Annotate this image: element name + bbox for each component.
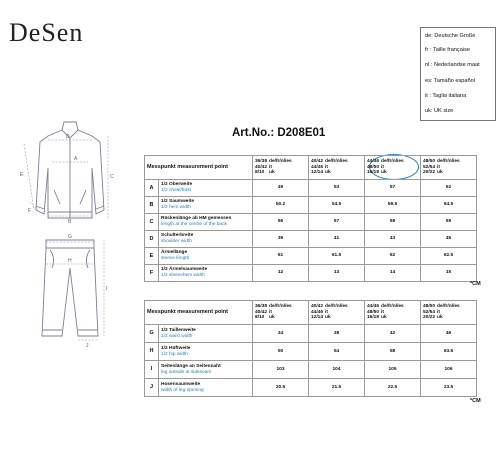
table-row: B 1/2 Saumweite 1/2 hem width 50.2 54.5 59.5 64.5 bbox=[145, 197, 477, 214]
fig-label-a: A bbox=[74, 156, 78, 162]
fig-label-e: E bbox=[20, 172, 24, 178]
fig-label-b: B bbox=[68, 219, 72, 225]
legend-item-fr: fr : Taille française bbox=[425, 47, 470, 53]
table-row: E Ärmellänge sleeve length 61 61.5 62 62.5 bbox=[145, 248, 477, 265]
legend-item-it: it : Taglia italiana bbox=[425, 93, 467, 99]
fig-label-i: I bbox=[106, 286, 108, 292]
unit-note-top: *CM bbox=[470, 281, 481, 287]
header-label: Messpunkt measurement point bbox=[145, 156, 253, 180]
fig-label-g: G bbox=[68, 234, 72, 240]
table-row: C Rückenlänge ab HM gemessen length at the centre of the back 66 67 68 69 bbox=[145, 214, 477, 231]
header-row bbox=[145, 156, 477, 180]
header-row bbox=[145, 301, 477, 325]
unit-note-bottom: *CM bbox=[470, 398, 481, 404]
table-row: I Seitenlänge an Seitennaht leg outside at sideseam 103 104 105 106 bbox=[145, 361, 477, 379]
fig-label-c: C bbox=[110, 174, 114, 180]
brand-logo: DeSen bbox=[9, 18, 84, 47]
table-row: F 1/2 Ärmelsaumweite 1/2 sleevehem width 12 13 14 15 bbox=[145, 265, 477, 282]
legend-item-de: de: Deutsche Große bbox=[425, 33, 476, 39]
article-number: Art.No.: D208E01 bbox=[232, 127, 326, 139]
legend-item-es: es: Tamaño español bbox=[425, 78, 475, 84]
table-row: H 1/2 Hüftweite 1/2 hip width 50 54 58 63.5 bbox=[145, 343, 477, 361]
garment-sketch bbox=[0, 118, 140, 438]
fig-label-d: D bbox=[66, 134, 70, 140]
size-col-2: 40/42 44/46 12/14de/fr/nl/es it uk bbox=[309, 156, 365, 180]
bottom-size-table bbox=[144, 300, 477, 397]
size-col-3: 44/46 48/50 16/18de/fr/nl/es it uk bbox=[365, 301, 421, 325]
table-row: J Hosensaumweite width of leg opening 20.5 21.5 22.5 23.5 bbox=[145, 379, 477, 397]
size-col-3: 44/46 48/50 16/18de/fr/nl/es it uk bbox=[365, 156, 421, 180]
size-col-2: 40/42 44/46 12/14de/fr/nl/es it uk bbox=[309, 301, 365, 325]
size-col-1: 36/38 40/42 8/10de/fr/nl/es it uk bbox=[253, 156, 309, 180]
size-legend-box bbox=[420, 27, 496, 121]
fig-label-j: J bbox=[86, 343, 89, 349]
size-col-1: 36/38 40/42 8/10de/fr/nl/es it uk bbox=[253, 301, 309, 325]
legend-item-uk: uk: UK size bbox=[425, 108, 454, 114]
table-row: G 1/2 Taillenweite 1/2 waist width 34 38 42 46 bbox=[145, 325, 477, 343]
top-size-table bbox=[144, 155, 477, 282]
legend-item-nl: nl : Nederlandse maat bbox=[425, 62, 480, 68]
fig-label-h: H bbox=[68, 258, 72, 264]
table-row: A 1/2 Oberweite 1/2 chest/bust 49 53 57 62 bbox=[145, 180, 477, 197]
table-row: D Schulterbreite shoulder width 39 41 43 45 bbox=[145, 231, 477, 248]
fig-label-f: F bbox=[28, 208, 32, 214]
size-col-4: 48/50 52/54 20/22de/fr/nl/es it uk bbox=[421, 156, 477, 180]
size-col-4: 48/50 52/54 20/22de/fr/nl/es it uk bbox=[421, 301, 477, 325]
header-label: Messpunkt measurement point bbox=[145, 301, 253, 325]
